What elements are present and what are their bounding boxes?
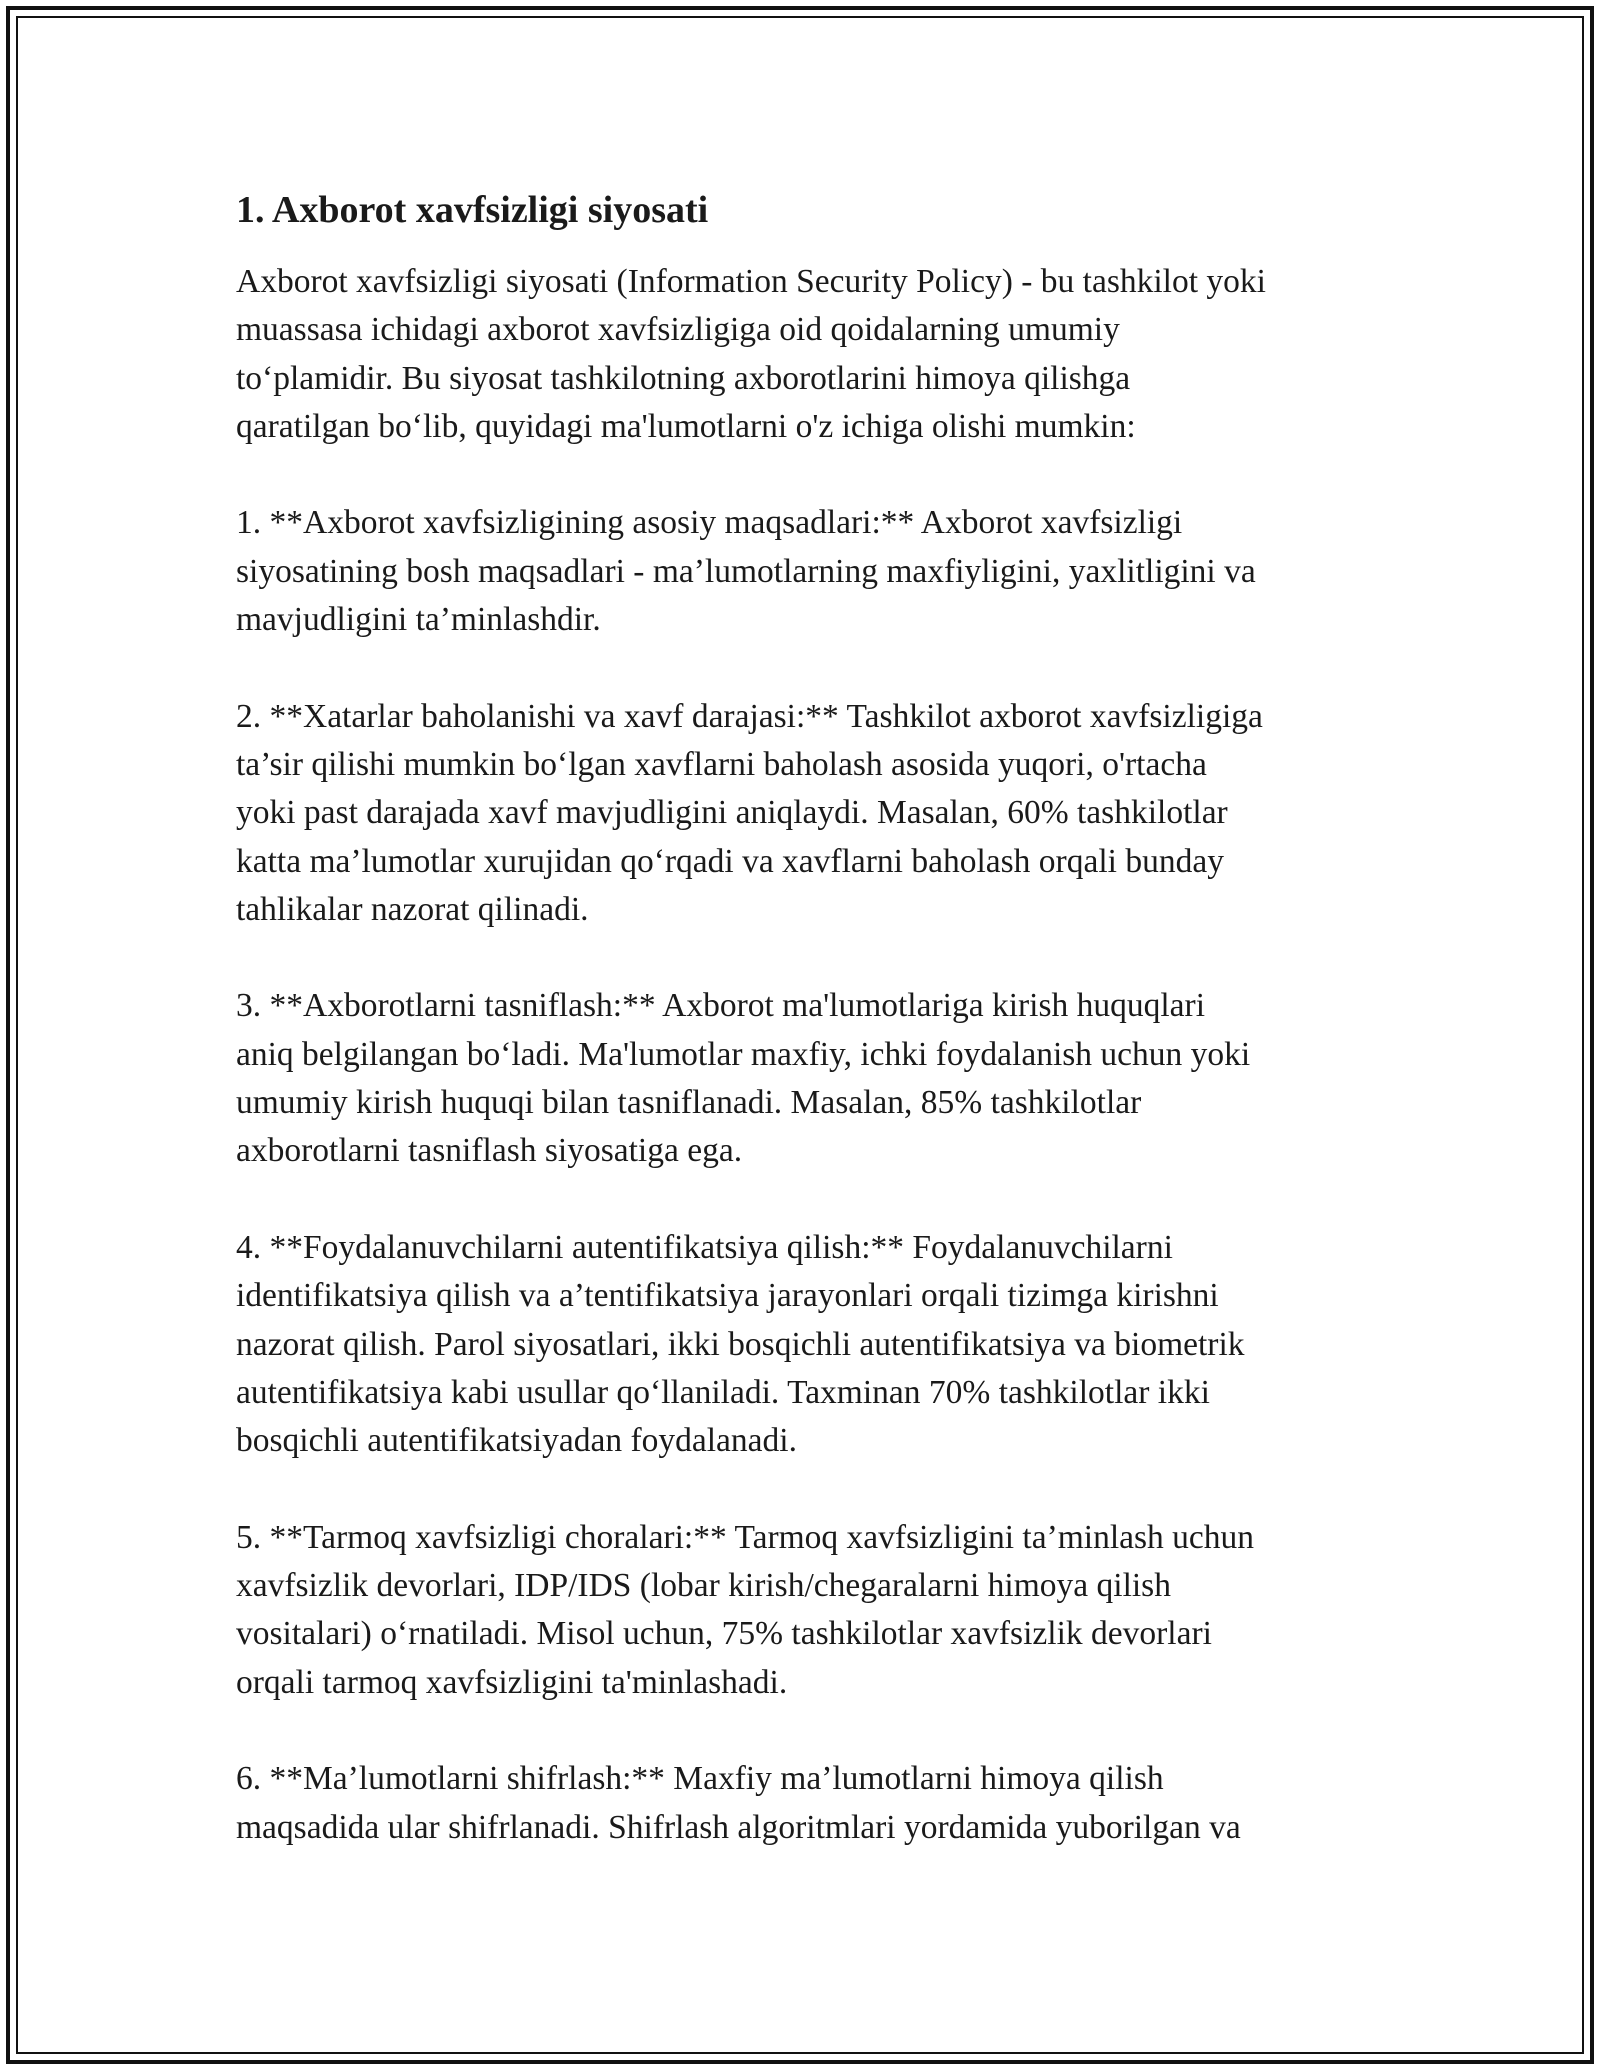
text-line: ta’sir qilishi mumkin bo‘lgan xavflarni baholash asosida yuqori, o'rtacha [236,745,1207,783]
document-page [236,186,1376,1900]
text-line: aniq belgilangan bo‘ladi. Ma'lumotlar maxfiy, ichki foydalanish uchun yoki [236,1035,1251,1073]
text-line: 4. **Foydalanuvchilarni autentifikatsiya qilish:** Foydalanuvchilarni [236,1228,1173,1266]
paragraph-item-3 [236,982,1376,1175]
paragraph-item-6 [236,1755,1376,1852]
paragraph-item-5 [236,1514,1376,1707]
text-line: Axborot xavfsizligi siyosati (Information Security Policy) - bu tashkilot yoki [236,263,1266,300]
text-line: umumiy kirish huquqi bilan tasniflanadi. Masalan, 85% tashkilotlar [236,1084,1142,1122]
page-title: 1. Axborot xavfsizligi siyosati [236,189,709,231]
text-line: 2. **Xatarlar baholanishi va xavf darajasi:** Tashkilot axborot xavfsizligiga [236,697,1263,735]
text-line: vositalari) o‘rnatiladi. Misol uchun, 75% tashkilotlar xavfsizlik devorlari [236,1615,1212,1653]
text-line: muassasa ichidagi axborot xavfsizligiga oid qoidalarning umumiy [236,311,1120,349]
text-line: qaratilgan bo‘lib, quyidagi ma'lumotlarni o'z ichiga olishi mumkin: [236,407,1136,445]
text-line: nazorat qilish. Parol siyosatlari, ikki bosqichli autentifikatsiya va biometrik [236,1325,1245,1363]
text-line: 5. **Tarmoq xavfsizligi choralari:** Tarmoq xavfsizligini ta’minlash uchun [236,1518,1255,1556]
text-line: axborotlarni tasniflash siyosatiga ega. [236,1132,743,1170]
text-line: 3. **Axborotlarni tasniflash:** Axborot ma'lumotlariga kirish huquqlari [236,987,1206,1025]
paragraph-item-2 [236,693,1376,934]
paragraph-item-4 [236,1224,1376,1465]
text-line: orqali tarmoq xavfsizligini ta'minlashadi. [236,1663,788,1701]
text-line: autentifikatsiya kabi usullar qo‘llaniladi. Taxminan 70% tashkilotlar ikki [236,1373,1210,1411]
text-line: bosqichli autentifikatsiyadan foydalanadi. [236,1422,797,1460]
paragraph-item-1 [236,499,1376,644]
text-line: to‘plamidir. Bu siyosat tashkilotning axborotlarini himoya qilishga [236,359,1131,397]
text-line: tahlikalar nazorat qilinadi. [236,890,589,928]
text-line: identifikatsiya qilish va a’tentifikatsiya jarayonlari orqali tizimga kirishni [236,1277,1219,1315]
text-line: maqsadida ular shifrlanadi. Shifrlash algoritmlari yordamida yuborilgan va [236,1808,1241,1846]
text-line: 6. **Ma’lumotlarni shifrlash:** Maxfiy ma’lumotlarni himoya qilish [236,1760,1164,1798]
paragraph-intro [236,258,1376,451]
text-line: mavjudligini ta’minlashdir. [236,601,601,639]
text-line: katta ma’lumotlar xurujidan qo‘rqadi va xavflarni baholash orqali bunday [236,842,1224,880]
text-line: siyosatining bosh maqsadlari - ma’lumotlarning maxfiyligini, yaxlitligini va [236,552,1256,590]
text-line: xavfsizlik devorlari, IDP/IDS (lobar kirish/chegaralarni himoya qilish [236,1567,1171,1605]
text-line: 1. **Axborot xavfsizligining asosiy maqsadlari:** Axborot xavfsizligi [236,504,1183,542]
text-line: yoki past darajada xavf mavjudligini aniqlaydi. Masalan, 60% tashkilotlar [236,794,1228,832]
